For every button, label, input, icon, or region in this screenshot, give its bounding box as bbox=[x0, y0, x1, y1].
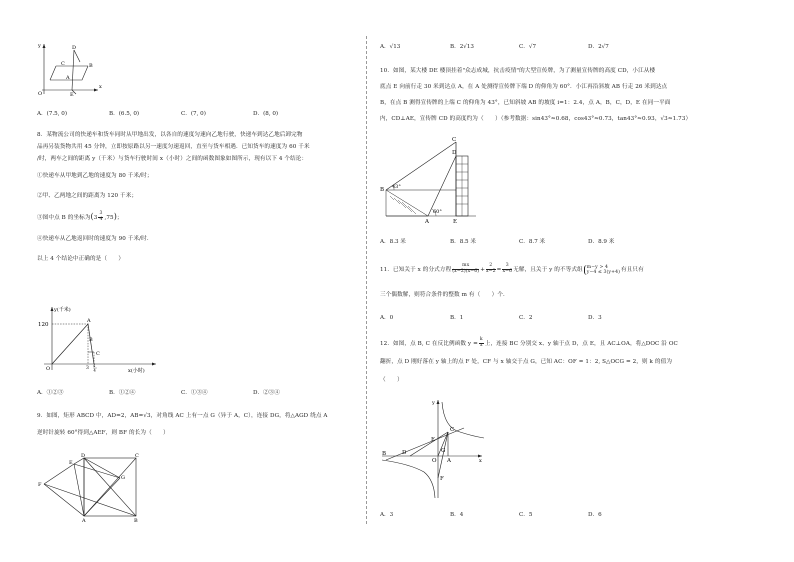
q8-c3-value: 75 bbox=[106, 214, 114, 221]
q11-plus: + bbox=[480, 267, 485, 273]
q9-fig-label-D: D bbox=[81, 453, 86, 459]
q11-stem-line2: 三个偶数解，则符合条件的整数 m 有（ ）个． bbox=[380, 292, 509, 298]
q8-stem-line3: /时，两车之间的距离 y（千米）与货车行驶时间 x（小时）之间的函数图象如图所示，现有以下 4 个结论： bbox=[37, 156, 308, 162]
q11-option-b[interactable]: B．1 bbox=[450, 315, 464, 321]
q12-option-a[interactable]: A．3 bbox=[380, 512, 394, 518]
q8-option-b[interactable]: B．①②④ bbox=[109, 390, 136, 396]
q9-stem-line1: 9．如图，矩形 ABCD 中，AD=2，AB=√3，对角线 AC 上有一点 G（异于 A，C），连接 DG，将△AGD 绕点 A bbox=[37, 413, 328, 419]
q9-option-d[interactable]: D．2√7 bbox=[588, 44, 609, 50]
q8-c3-prefix: ③图中点 B 的坐标为 bbox=[37, 214, 91, 221]
q10-stem-line3: B，在点 B 测得宣传牌的上端 C 的仰角为 43°，已知斜坡 AB 的坡度 i=1：2.4，点 A，B，C，D，E 在同一平面 bbox=[380, 100, 671, 106]
q10-option-d[interactable]: D．8.9 米 bbox=[588, 239, 615, 245]
q8-graph-label-A: A bbox=[87, 318, 91, 324]
column-divider bbox=[366, 36, 368, 524]
q10-fig-label-C: C bbox=[452, 137, 457, 143]
q8-question: 以上 4 个结论中正确的是（ ） bbox=[37, 256, 125, 262]
q10-fig-label-D: D bbox=[452, 150, 457, 156]
q7-figure bbox=[36, 40, 106, 96]
q9-fig-label-B: B bbox=[134, 518, 138, 524]
q7-fig-label-O: O bbox=[38, 91, 43, 97]
q11-option-a[interactable]: A．0 bbox=[380, 315, 394, 321]
q12-stem-line1 bbox=[380, 338, 678, 349]
q9-fig-label-F: F bbox=[38, 482, 42, 488]
q9-option-a[interactable]: A．√13 bbox=[380, 44, 401, 50]
q11-equals: = bbox=[496, 267, 502, 273]
q10-option-c[interactable]: C．8.7 米 bbox=[519, 239, 546, 245]
q8-c3-fraction: $\frac{3}{4}$ bbox=[99, 211, 103, 222]
q7-option-a[interactable]: A．(7.5, 0) bbox=[37, 111, 68, 117]
q7-option-d[interactable]: D．(8, 0) bbox=[253, 111, 279, 117]
q8-graph-label-y: y(千米) bbox=[54, 307, 71, 313]
q10-figure bbox=[380, 134, 480, 224]
q11-middle: 无解，且关于 y 的不等式组 bbox=[513, 267, 583, 273]
q8-conclusion-1: ①快递车从甲地到乙地的速度为 80 千米/时； bbox=[37, 173, 153, 179]
q7-option-b[interactable]: B．(6.5, 0) bbox=[109, 111, 140, 117]
q12-option-b[interactable]: B．4 bbox=[450, 512, 464, 518]
q8-c3-whole: 3 bbox=[93, 214, 98, 221]
q12-fig-label-y: y bbox=[432, 400, 435, 406]
q8-graph-tick-44: 4 bbox=[93, 364, 96, 368]
q8-option-a[interactable]: A．①②③ bbox=[37, 390, 64, 396]
q10-fig-label-E: E bbox=[453, 219, 458, 225]
q8-graph-tick-3: 3 bbox=[86, 366, 89, 371]
q11-fraction-1: $\frac{mx}{(x-2)(x-6)}$ bbox=[452, 263, 480, 274]
q7-option-c[interactable]: C．(7, 0) bbox=[181, 111, 206, 117]
q7-fig-label-E: E bbox=[70, 92, 74, 98]
q12-figure bbox=[380, 398, 490, 500]
q8-option-d[interactable]: D．②③④ bbox=[253, 390, 280, 396]
q11-option-c[interactable]: C．2 bbox=[519, 315, 533, 321]
q12-fig-label-A: A bbox=[447, 458, 451, 464]
q11-suffix: 有且只有 bbox=[621, 267, 644, 273]
q11-fraction-2: $\frac{2}{x-2}$ bbox=[485, 263, 496, 274]
q7-fig-label-C: C bbox=[61, 61, 65, 67]
q8-stem-line2: 品再另装货物共用 45 分钟，立即按原路以另一速度匀速返回，直至与货车相遇．已知货车的速度为 60 千米 bbox=[37, 144, 310, 150]
q12-k-over-x: $\frac{k}{x}$ bbox=[479, 337, 483, 348]
q12-fig-label-x: x bbox=[479, 458, 482, 464]
q8-conclusion-2: ②甲、乙两地之间的距离为 120 千米； bbox=[37, 193, 138, 199]
q8-conclusion-3: ③图中点 B 的坐标为(3 $\frac{3}{4}$ ,75)； bbox=[37, 211, 123, 222]
q12-fig-label-O: O bbox=[432, 458, 437, 464]
q7-fig-label-D: D bbox=[72, 45, 77, 51]
q11-fraction-3: $\frac{3}{x-6}$ bbox=[502, 263, 513, 274]
q10-fig-label-60deg: 60° bbox=[433, 209, 442, 215]
q10-option-b[interactable]: B．8.5 米 bbox=[450, 239, 476, 245]
q8-graph-label-x: x(小时) bbox=[128, 368, 145, 374]
q9-option-b[interactable]: B．2√13 bbox=[450, 44, 474, 50]
q8-graph-label-O: O bbox=[46, 366, 51, 372]
q9-fig-label-E: E bbox=[69, 460, 73, 466]
q7-fig-label-B: B bbox=[89, 63, 93, 69]
q12-option-c[interactable]: C．5 bbox=[519, 512, 533, 518]
q12-prefix: 12．如图，点 B, C 在反比例函数 y = bbox=[380, 340, 478, 347]
q12-fig-label-F: F bbox=[440, 476, 444, 482]
q12-fig-label-E: E bbox=[431, 437, 436, 443]
q10-fig-label-43deg: 43° bbox=[392, 184, 401, 190]
q9-fig-label-C: C bbox=[135, 453, 139, 459]
q8-graph-tick-4den: 4 bbox=[93, 368, 96, 373]
q12-fig-label-G: G bbox=[441, 448, 446, 454]
q10-fig-label-B: B bbox=[380, 187, 385, 193]
q10-option-a[interactable]: A．8.3 米 bbox=[380, 239, 406, 245]
q11-option-d[interactable]: D．3 bbox=[588, 315, 602, 321]
q8-conclusion-4: ④快递车从乙地返回时的速度为 90 千米/时． bbox=[37, 236, 153, 242]
q8-graph bbox=[40, 304, 160, 374]
q10-stem-line4: 内，CD⊥AE，宣传牌 CD 的高度约为（ ）（参考数据：sin43°≈0.68，cos43°≈0.73，tan43°≈0.93，√3≈1.73） bbox=[380, 116, 692, 122]
q12-fig-label-B: B bbox=[382, 451, 387, 457]
q10-stem-line2: 底点 E 向前行走 30 米到达点 A，在 A 处测得宣传牌下端 D 的仰角为 60°．小江再沿斜坡 AB 行走 26 米到达点 bbox=[380, 84, 668, 90]
q7-fig-label-y: y bbox=[38, 43, 41, 49]
q8-graph-label-C: C bbox=[96, 351, 100, 357]
q11-prefix: 11．已知关于 x 的分式方程 bbox=[380, 267, 452, 273]
q9-option-c[interactable]: C．√7 bbox=[519, 44, 536, 50]
q11-stem-line1 bbox=[380, 264, 644, 276]
q12-suffix: 上，连接 BC 分别交 x、y 轴于点 D，点 E，且 AC⊥OA，将△DOC 沿 OC bbox=[484, 340, 678, 347]
q10-stem-line1: 10．如图，某大楼 DE 楼顶挂着"众志成城，抗击疫情"的大型宣传牌，为了测量宣传牌的高度 CD，小江从楼 bbox=[380, 68, 656, 74]
q8-option-c[interactable]: C．①③④ bbox=[181, 390, 208, 396]
q12-option-d[interactable]: D．6 bbox=[588, 512, 602, 518]
q11-inequality-system: m−y > 4 y−4 ≤ 3(y+4) bbox=[584, 265, 620, 275]
q10-fig-label-A: A bbox=[425, 219, 429, 225]
q8-stem-line1: 8．某物流公司的快递车和货车同时从甲地出发，以各自的速度匀速向乙地行驶，快递车到达乙地后卸完物 bbox=[37, 132, 303, 138]
q7-fig-label-A: A bbox=[66, 75, 70, 81]
q12-stem-line2: 翻折，点 D 刚好落在 y 轴上的点 F 处，CF 与 x 轴交于点 G，已知 AC：OF = 1：2, S△OCG = 2，则 k 的值为 bbox=[380, 359, 673, 365]
q12-fig-label-C: C bbox=[450, 427, 455, 433]
q9-fig-label-A: A bbox=[82, 518, 86, 524]
q9-figure bbox=[36, 452, 146, 522]
q7-fig-label-x: x bbox=[99, 84, 102, 90]
q8-graph-label-120: 120 bbox=[38, 322, 49, 328]
q9-stem-line2: 逆时针旋转 60°得到△AEF，则 BF 的长为（ ） bbox=[37, 430, 169, 436]
q8-graph-label-B: B bbox=[89, 337, 93, 343]
q12-stem-line3: （ ） bbox=[380, 377, 403, 383]
q12-fig-label-D: D bbox=[402, 450, 407, 456]
q9-fig-label-G: G bbox=[121, 475, 125, 481]
